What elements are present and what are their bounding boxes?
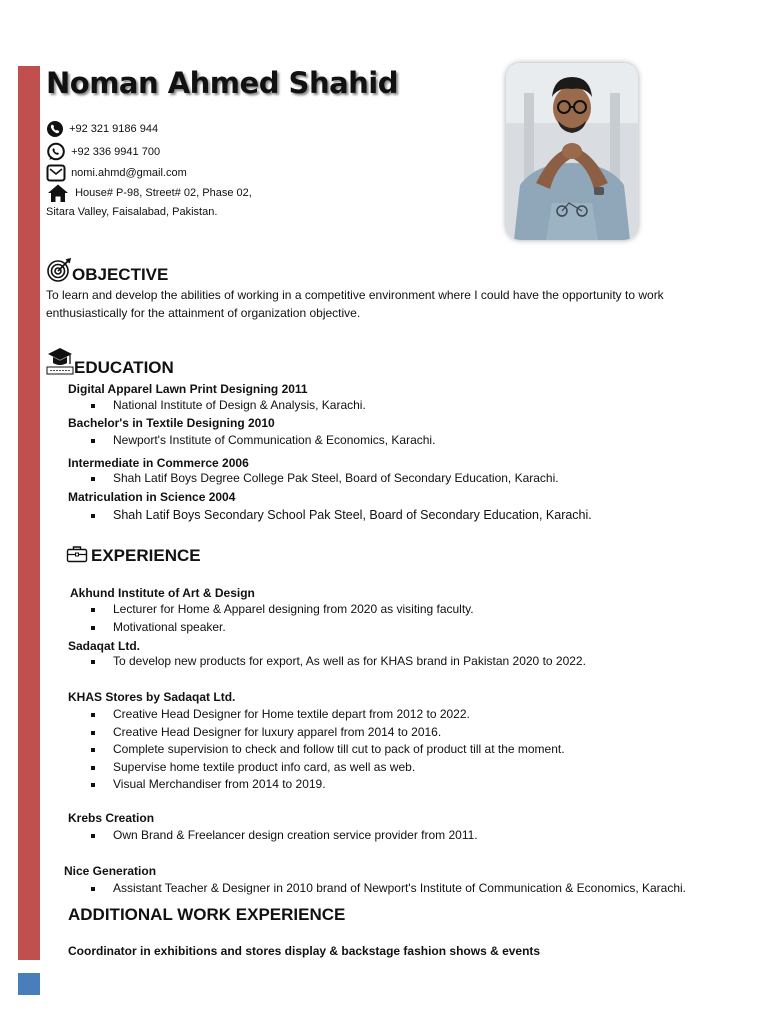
education-detail-list-2 <box>88 432 435 450</box>
company-1-points <box>88 601 474 636</box>
briefcase-icon <box>66 545 88 563</box>
education-heading: EDUCATION <box>74 358 174 377</box>
objective-line-1: To learn and develop the abilities of working in a competitive environment where I could have the opportunity to work <box>46 288 664 302</box>
education-degree-2: Bachelor's in Textile Designing 2010 <box>68 416 275 430</box>
address-line2: Sitara Valley, Faisalabad, Pakistan. <box>46 206 218 218</box>
additional-heading: ADDITIONAL WORK EXPERIENCE <box>68 905 346 924</box>
list-item: Motivational speaker. <box>88 619 474 637</box>
sidebar-accent-bar <box>18 66 40 960</box>
list-item: Shah Latif Boys Secondary School Pak Steel, Board of Secondary Education, Karachi. <box>88 507 592 525</box>
list-item: Own Brand & Freelancer design creation service provider from 2011. <box>88 827 478 845</box>
address-line1: House# P-98, Street# 02, Phase 02, <box>75 186 252 199</box>
company-1: Akhund Institute of Art & Design <box>70 586 255 600</box>
list-item: Newport's Institute of Communication & Economics, Karachi. <box>88 432 435 450</box>
target-icon <box>46 258 72 282</box>
contact-address-line2 <box>46 206 217 218</box>
list-item: Supervise home textile product info card, as well as web. <box>88 759 565 777</box>
list-item: Assistant Teacher & Designer in 2010 brand of Newport's Institute of Communication & Economics, Karachi. <box>88 880 686 898</box>
education-degree-4: Matriculation in Science 2004 <box>68 490 236 504</box>
list-item: Creative Head Designer for Home textile depart from 2012 to 2022. <box>88 706 565 724</box>
list-item: Shah Latif Boys Degree College Pak Steel, Board of Secondary Education, Karachi. <box>88 470 559 488</box>
resume-name: Noman Ahmed Shahid <box>46 66 398 100</box>
company-3-points <box>88 706 565 794</box>
whatsapp-icon <box>46 142 66 162</box>
list-item: Complete supervision to check and follow till cut to pack of product till at the moment. <box>88 741 565 759</box>
mail-icon <box>46 164 66 182</box>
company-5: Nice Generation <box>64 864 157 878</box>
education-degree-3: Intermediate in Commerce 2006 <box>68 456 249 470</box>
objective-line-2: enthusiastically for the attainment of organization objective. <box>46 306 361 320</box>
education-degree-1: Digital Apparel Lawn Print Designing 2011 <box>68 382 308 396</box>
corner-accent-square <box>18 973 40 995</box>
contact-whatsapp <box>46 142 160 162</box>
profile-photo <box>506 63 638 240</box>
list-item: National Institute of Design & Analysis, Karachi. <box>88 397 366 415</box>
contact-address-line1 <box>46 183 252 203</box>
whatsapp-number: +92 336 9941 700 <box>71 145 161 158</box>
phone-icon <box>46 120 64 138</box>
company-2-points <box>88 653 586 671</box>
phone-number: +92 321 9186 944 <box>69 122 159 135</box>
list-item: To develop new products for export, As well as for KHAS brand in Pakistan 2020 to 2022. <box>88 653 586 671</box>
list-item: Visual Merchandiser from 2014 to 2019. <box>88 776 565 794</box>
company-5-points <box>88 880 686 898</box>
company-4-points <box>88 827 478 845</box>
experience-heading: EXPERIENCE <box>91 546 201 565</box>
objective-text <box>46 286 726 322</box>
objective-heading: OBJECTIVE <box>72 265 169 284</box>
home-icon <box>46 183 70 203</box>
contact-email <box>46 164 187 182</box>
email-address: nomi.ahmd@gmail.com <box>71 166 187 179</box>
education-detail-list-4 <box>88 507 592 525</box>
education-detail-list-1 <box>88 397 366 415</box>
additional-text: Coordinator in exhibitions and stores display & backstage fashion shows & events <box>68 944 541 958</box>
company-4: Krebs Creation <box>68 811 155 825</box>
education-detail-list-3 <box>88 470 559 488</box>
list-item: Creative Head Designer for luxury apparel from 2014 to 2016. <box>88 724 565 742</box>
company-3: KHAS Stores by Sadaqat Ltd. <box>68 690 236 704</box>
list-item: Lecturer for Home & Apparel designing from 2020 as visiting faculty. <box>88 601 474 619</box>
contact-phone <box>46 120 158 138</box>
company-2: Sadaqat Ltd. <box>68 639 141 653</box>
graduation-cap-icon <box>46 346 74 376</box>
